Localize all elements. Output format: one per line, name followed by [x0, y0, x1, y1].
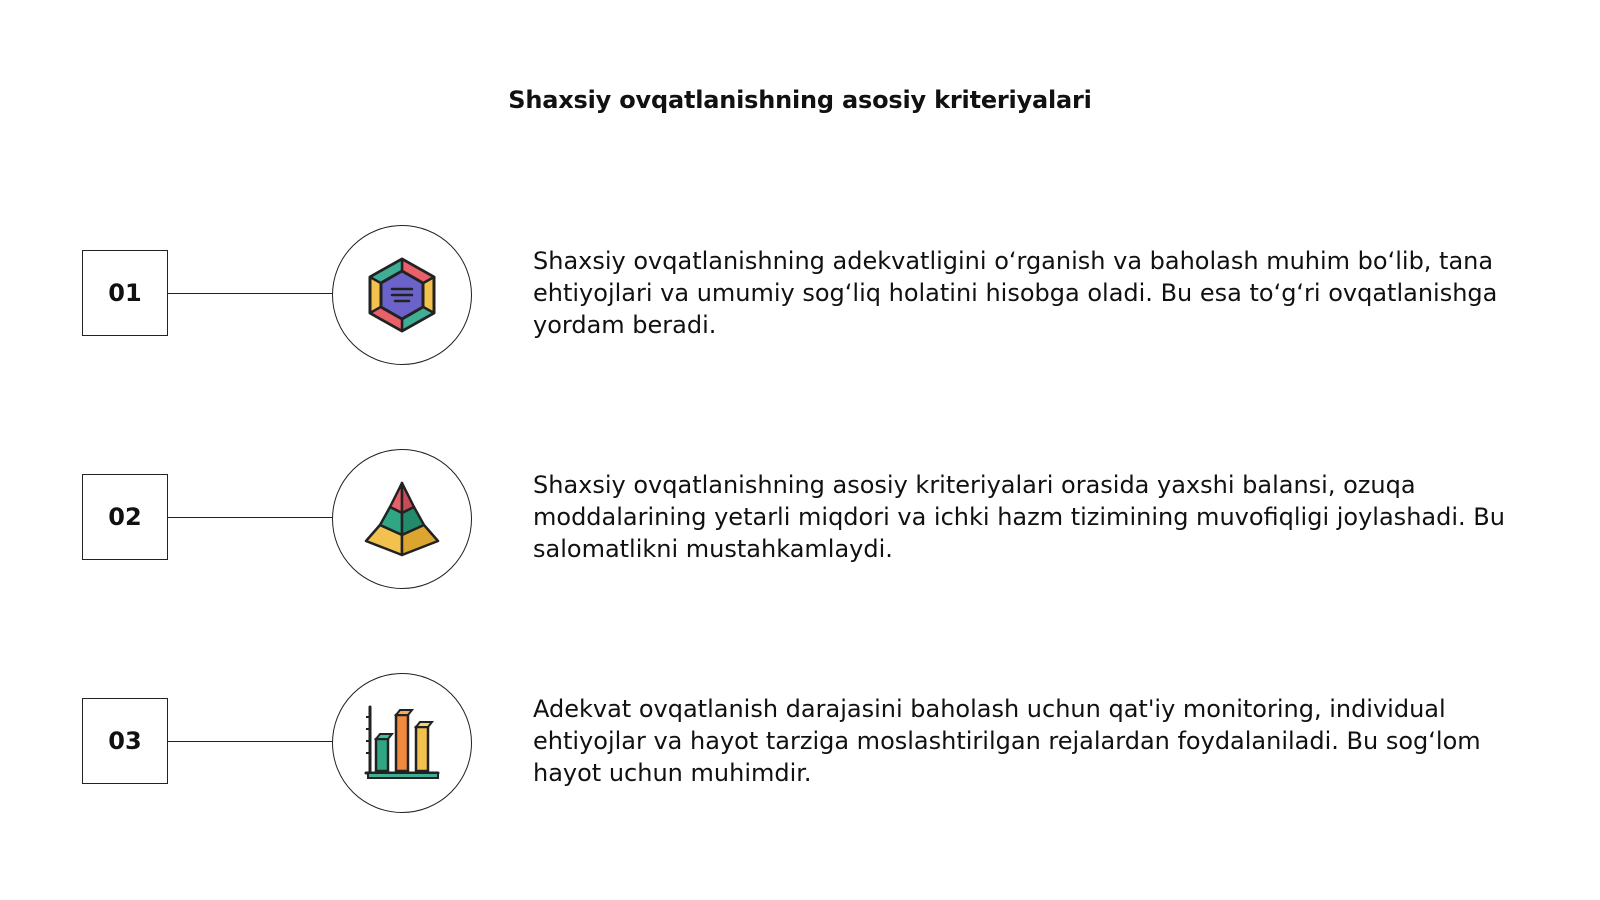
bar-chart-icon: [360, 701, 444, 785]
icon-circle: [332, 225, 472, 365]
step-number-box: 01: [82, 250, 168, 336]
pyramid-icon: [360, 477, 444, 561]
criteria-item-2: [0, 449, 1600, 589]
criteria-description: Shaxsiy ovqatlanishning adekvatligini o‘rganish va baholash muhim bo‘lib, tana ehtiyojlari va umumiy sog‘liq holatini hisobga oladi. Bu esa to‘g‘ri ovqatlanishga yordam beradi.: [533, 247, 1498, 339]
page-title: Shaxsiy ovqatlanishning asosiy kriteriyalari: [508, 86, 1092, 114]
connector-line: [168, 293, 332, 294]
step-number-box: 02: [82, 474, 168, 560]
hexagon-icon: [360, 253, 444, 337]
criteria-item-1: [0, 225, 1600, 365]
step-number-box: 03: [82, 698, 168, 784]
icon-circle: [332, 673, 472, 813]
criteria-description: Shaxsiy ovqatlanishning asosiy kriteriyalari orasida yaxshi balansi, ozuqa moddalarining yetarli miqdori va ichki hazm tizimining muvofiqligi joylashadi. Bu salomatlikni mustahkamlaydi.: [533, 471, 1505, 563]
icon-circle: [332, 449, 472, 589]
criteria-item-3: [0, 673, 1600, 813]
connector-line: [168, 517, 332, 518]
criteria-description: Adekvat ovqatlanish darajasini baholash uchun qat'iy monitoring, individual ehtiyojlar va hayot tarziga moslashtirilgan rejalardan foydalaniladi. Bu sog‘lom hayot uchun muhimdir.: [533, 695, 1481, 787]
connector-line: [168, 741, 332, 742]
